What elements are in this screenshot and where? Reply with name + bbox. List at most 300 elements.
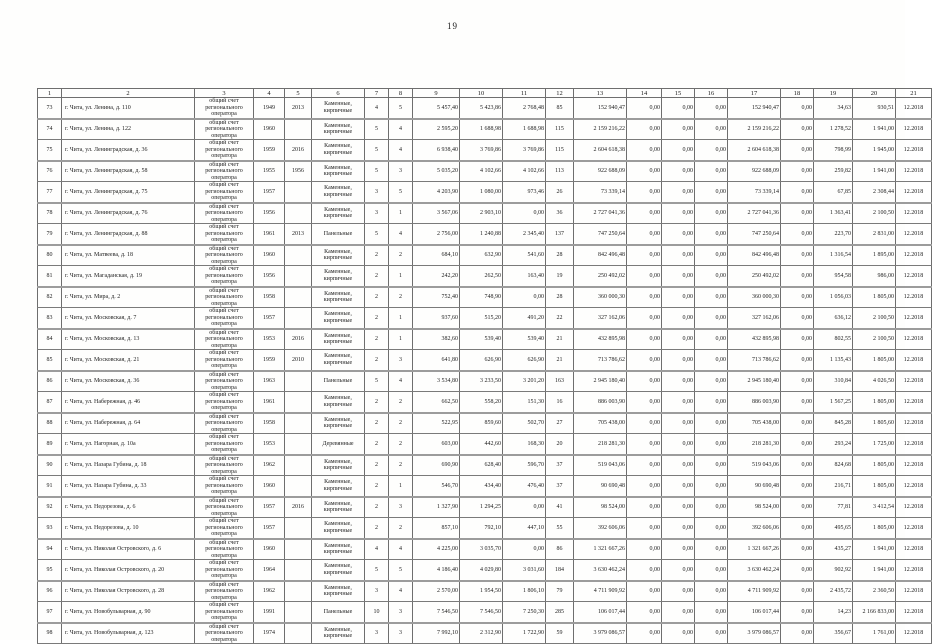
cell-entrances: 2 bbox=[389, 434, 413, 455]
cell-col17: 2 604 618,38 bbox=[728, 140, 781, 161]
cell-col16: 0,00 bbox=[695, 560, 728, 581]
cell-account: общий счет регионального оператора bbox=[195, 371, 254, 392]
cell-account: общий счет регионального оператора bbox=[195, 476, 254, 497]
cell-col16: 0,00 bbox=[695, 518, 728, 539]
cell-col12: 37 bbox=[546, 476, 574, 497]
cell-col9: 5 457,40 bbox=[413, 98, 460, 119]
cell-col17: 106 017,44 bbox=[728, 602, 781, 623]
cell-floors: 2 bbox=[365, 329, 389, 350]
cell-col9: 3 567,06 bbox=[413, 203, 460, 224]
cell-address: г. Чита, ул. Набережная, д. 46 bbox=[62, 392, 195, 413]
cell-entrances: 1 bbox=[389, 329, 413, 350]
cell-entrances: 5 bbox=[389, 182, 413, 203]
cell-col11: 3 201,20 bbox=[503, 371, 546, 392]
table-header-row bbox=[38, 89, 932, 98]
cell-col20: 2 166 833,00 bbox=[853, 602, 896, 623]
cell-col20: 2 360,50 bbox=[853, 581, 896, 602]
cell-year_built: 1949 bbox=[254, 98, 285, 119]
cell-col13: 705 438,00 bbox=[574, 413, 627, 434]
cell-col17: 73 339,14 bbox=[728, 182, 781, 203]
cell-year_reconstruction bbox=[285, 308, 312, 329]
cell-floors: 10 bbox=[365, 602, 389, 623]
cell-col10: 539,40 bbox=[460, 329, 503, 350]
column-number: 15 bbox=[662, 89, 695, 98]
cell-col14: 0,00 bbox=[627, 161, 662, 182]
cell-period: 12.2018 bbox=[896, 560, 932, 581]
cell-floors: 5 bbox=[365, 224, 389, 245]
cell-col15: 0,00 bbox=[662, 98, 695, 119]
cell-col16: 0,00 bbox=[695, 224, 728, 245]
cell-col18: 0,00 bbox=[781, 329, 814, 350]
column-number: 7 bbox=[365, 89, 389, 98]
cell-account: общий счет регионального оператора bbox=[195, 623, 254, 644]
cell-col15: 0,00 bbox=[662, 182, 695, 203]
cell-entrances: 2 bbox=[389, 287, 413, 308]
cell-col10: 262,50 bbox=[460, 266, 503, 287]
cell-col10: 4 102,66 bbox=[460, 161, 503, 182]
cell-col20: 1 941,00 bbox=[853, 161, 896, 182]
cell-col12: 37 bbox=[546, 455, 574, 476]
cell-floors: 2 bbox=[365, 497, 389, 518]
cell-col10: 1 294,25 bbox=[460, 497, 503, 518]
cell-col15: 0,00 bbox=[662, 434, 695, 455]
cell-col10: 1 688,98 bbox=[460, 119, 503, 140]
cell-col19: 824,68 bbox=[814, 455, 853, 476]
cell-col16: 0,00 bbox=[695, 392, 728, 413]
cell-floors: 2 bbox=[365, 308, 389, 329]
cell-account: общий счет регионального оператора bbox=[195, 497, 254, 518]
cell-col15: 0,00 bbox=[662, 581, 695, 602]
cell-period: 12.2018 bbox=[896, 161, 932, 182]
cell-col11: 163,40 bbox=[503, 266, 546, 287]
cell-col17: 3 979 086,57 bbox=[728, 623, 781, 644]
cell-floors: 3 bbox=[365, 581, 389, 602]
cell-col10: 515,20 bbox=[460, 308, 503, 329]
cell-col9: 546,70 bbox=[413, 476, 460, 497]
cell-col12: 26 bbox=[546, 182, 574, 203]
cell-col11: 4 102,66 bbox=[503, 161, 546, 182]
cell-col14: 0,00 bbox=[627, 329, 662, 350]
cell-wall_material: Панельные bbox=[312, 602, 365, 623]
cell-col11: 3 769,86 bbox=[503, 140, 546, 161]
column-number: 21 bbox=[896, 89, 932, 98]
cell-col20: 3 412,54 bbox=[853, 497, 896, 518]
cell-col10: 1 080,00 bbox=[460, 182, 503, 203]
cell-n: 82 bbox=[38, 287, 62, 308]
cell-col17: 152 940,47 bbox=[728, 98, 781, 119]
cell-floors: 5 bbox=[365, 119, 389, 140]
cell-period: 12.2018 bbox=[896, 581, 932, 602]
cell-period: 12.2018 bbox=[896, 434, 932, 455]
cell-col20: 1 941,00 bbox=[853, 560, 896, 581]
cell-col19: 636,12 bbox=[814, 308, 853, 329]
cell-year_built: 1953 bbox=[254, 434, 285, 455]
cell-year_built: 1974 bbox=[254, 623, 285, 644]
cell-col16: 0,00 bbox=[695, 182, 728, 203]
cell-col15: 0,00 bbox=[662, 203, 695, 224]
cell-n: 86 bbox=[38, 371, 62, 392]
cell-address: г. Чита, ул. Николая Островского, д. 28 bbox=[62, 581, 195, 602]
cell-col12: 55 bbox=[546, 518, 574, 539]
cell-wall_material: Панельные bbox=[312, 224, 365, 245]
cell-account: общий счет регионального оператора bbox=[195, 245, 254, 266]
cell-col20: 1 761,00 bbox=[853, 623, 896, 644]
cell-col17: 98 524,00 bbox=[728, 497, 781, 518]
cell-floors: 2 bbox=[365, 392, 389, 413]
cell-col15: 0,00 bbox=[662, 224, 695, 245]
cell-col9: 2 595,20 bbox=[413, 119, 460, 140]
cell-col11: 447,10 bbox=[503, 518, 546, 539]
cell-col19: 802,55 bbox=[814, 329, 853, 350]
cell-col17: 842 496,48 bbox=[728, 245, 781, 266]
cell-col13: 250 492,02 bbox=[574, 266, 627, 287]
cell-wall_material: Каменные, кирпичные bbox=[312, 413, 365, 434]
cell-period: 12.2018 bbox=[896, 623, 932, 644]
cell-col12: 137 bbox=[546, 224, 574, 245]
cell-col20: 1 805,00 bbox=[853, 518, 896, 539]
table-row bbox=[38, 518, 932, 539]
cell-col13: 106 017,44 bbox=[574, 602, 627, 623]
cell-wall_material: Каменные, кирпичные bbox=[312, 560, 365, 581]
table-row bbox=[38, 623, 932, 644]
cell-address: г. Чита, ул. Ленина, д. 110 bbox=[62, 98, 195, 119]
cell-col18: 0,00 bbox=[781, 434, 814, 455]
cell-n: 73 bbox=[38, 98, 62, 119]
cell-col12: 28 bbox=[546, 245, 574, 266]
page-number: 19 bbox=[447, 21, 458, 31]
cell-n: 88 bbox=[38, 413, 62, 434]
cell-col13: 4 711 909,92 bbox=[574, 581, 627, 602]
cell-col17: 886 003,90 bbox=[728, 392, 781, 413]
cell-floors: 5 bbox=[365, 140, 389, 161]
cell-entrances: 5 bbox=[389, 560, 413, 581]
cell-col19: 1 056,03 bbox=[814, 287, 853, 308]
table-row bbox=[38, 371, 932, 392]
column-number: 14 bbox=[627, 89, 662, 98]
cell-col14: 0,00 bbox=[627, 350, 662, 371]
cell-col9: 7 992,10 bbox=[413, 623, 460, 644]
cell-col19: 954,58 bbox=[814, 266, 853, 287]
cell-col12: 41 bbox=[546, 497, 574, 518]
cell-n: 96 bbox=[38, 581, 62, 602]
cell-account: общий счет регионального оператора bbox=[195, 350, 254, 371]
cell-address: г. Чита, ул. Матвеева, д. 18 bbox=[62, 245, 195, 266]
table-row bbox=[38, 497, 932, 518]
cell-account: общий счет регионального оператора bbox=[195, 539, 254, 560]
cell-col16: 0,00 bbox=[695, 161, 728, 182]
cell-year_reconstruction: 2010 bbox=[285, 350, 312, 371]
column-number: 5 bbox=[285, 89, 312, 98]
cell-col13: 392 606,06 bbox=[574, 518, 627, 539]
column-number: 2 bbox=[62, 89, 195, 98]
cell-col15: 0,00 bbox=[662, 308, 695, 329]
cell-address: г. Чита, ул. Мира, д. 2 bbox=[62, 287, 195, 308]
cell-wall_material: Каменные, кирпичные bbox=[312, 308, 365, 329]
cell-col20: 1 941,00 bbox=[853, 539, 896, 560]
cell-wall_material: Каменные, кирпичные bbox=[312, 455, 365, 476]
cell-wall_material: Каменные, кирпичные bbox=[312, 497, 365, 518]
cell-col15: 0,00 bbox=[662, 560, 695, 581]
cell-account: общий счет регионального оператора bbox=[195, 287, 254, 308]
cell-col15: 0,00 bbox=[662, 266, 695, 287]
cell-col11: 168,30 bbox=[503, 434, 546, 455]
cell-col10: 5 423,86 bbox=[460, 98, 503, 119]
cell-wall_material: Каменные, кирпичные bbox=[312, 161, 365, 182]
cell-col18: 0,00 bbox=[781, 140, 814, 161]
cell-col20: 1 805,60 bbox=[853, 413, 896, 434]
cell-col20: 2 831,00 bbox=[853, 224, 896, 245]
cell-col13: 360 000,30 bbox=[574, 287, 627, 308]
cell-col16: 0,00 bbox=[695, 203, 728, 224]
cell-col18: 0,00 bbox=[781, 392, 814, 413]
cell-col13: 713 786,62 bbox=[574, 350, 627, 371]
cell-period: 12.2018 bbox=[896, 287, 932, 308]
cell-col18: 0,00 bbox=[781, 623, 814, 644]
cell-account: общий счет регионального оператора bbox=[195, 602, 254, 623]
cell-col11: 0,00 bbox=[503, 287, 546, 308]
table-row bbox=[38, 203, 932, 224]
cell-account: общий счет регионального оператора bbox=[195, 161, 254, 182]
cell-col15: 0,00 bbox=[662, 392, 695, 413]
table-row bbox=[38, 434, 932, 455]
cell-col18: 0,00 bbox=[781, 560, 814, 581]
cell-account: общий счет регионального оператора bbox=[195, 455, 254, 476]
cell-col12: 27 bbox=[546, 413, 574, 434]
cell-col20: 1 725,00 bbox=[853, 434, 896, 455]
cell-col9: 684,10 bbox=[413, 245, 460, 266]
cell-col13: 3 630 462,24 bbox=[574, 560, 627, 581]
cell-address: г. Чита, ул. Московская, д. 13 bbox=[62, 329, 195, 350]
cell-col10: 558,20 bbox=[460, 392, 503, 413]
cell-col18: 0,00 bbox=[781, 287, 814, 308]
cell-address: г. Чита, ул. Московская, д. 21 bbox=[62, 350, 195, 371]
cell-year_reconstruction bbox=[285, 203, 312, 224]
cell-col20: 1 805,00 bbox=[853, 455, 896, 476]
cell-year_reconstruction bbox=[285, 560, 312, 581]
table-row bbox=[38, 266, 932, 287]
cell-col17: 747 250,64 bbox=[728, 224, 781, 245]
cell-col19: 310,84 bbox=[814, 371, 853, 392]
cell-col13: 98 524,00 bbox=[574, 497, 627, 518]
cell-entrances: 2 bbox=[389, 518, 413, 539]
cell-col15: 0,00 bbox=[662, 287, 695, 308]
cell-year_reconstruction bbox=[285, 539, 312, 560]
cell-n: 84 bbox=[38, 329, 62, 350]
cell-year_reconstruction bbox=[285, 476, 312, 497]
cell-address: г. Чита, ул. Ленинградская, д. 88 bbox=[62, 224, 195, 245]
cell-col13: 327 162,06 bbox=[574, 308, 627, 329]
cell-col14: 0,00 bbox=[627, 287, 662, 308]
cell-col10: 7 546,50 bbox=[460, 602, 503, 623]
cell-year_reconstruction: 2016 bbox=[285, 329, 312, 350]
cell-n: 91 bbox=[38, 476, 62, 497]
cell-year_reconstruction: 1956 bbox=[285, 161, 312, 182]
cell-col17: 4 711 909,92 bbox=[728, 581, 781, 602]
cell-col10: 442,60 bbox=[460, 434, 503, 455]
cell-account: общий счет регионального оператора bbox=[195, 266, 254, 287]
cell-address: г. Чита, ул. Ленинградская, д. 75 bbox=[62, 182, 195, 203]
cell-entrances: 2 bbox=[389, 392, 413, 413]
cell-col19: 798,99 bbox=[814, 140, 853, 161]
cell-account: общий счет регионального оператора bbox=[195, 203, 254, 224]
cell-col9: 752,40 bbox=[413, 287, 460, 308]
cell-col12: 115 bbox=[546, 140, 574, 161]
cell-col15: 0,00 bbox=[662, 539, 695, 560]
cell-col12: 22 bbox=[546, 308, 574, 329]
cell-col10: 3 233,50 bbox=[460, 371, 503, 392]
cell-wall_material: Каменные, кирпичные bbox=[312, 329, 365, 350]
cell-wall_material: Каменные, кирпичные bbox=[312, 287, 365, 308]
cell-year_built: 1957 bbox=[254, 308, 285, 329]
cell-col19: 77,81 bbox=[814, 497, 853, 518]
cell-address: г. Чита, ул. Ленинградская, д. 58 bbox=[62, 161, 195, 182]
cell-col19: 1 278,52 bbox=[814, 119, 853, 140]
cell-col11: 0,00 bbox=[503, 203, 546, 224]
cell-col9: 242,20 bbox=[413, 266, 460, 287]
cell-col9: 4 225,00 bbox=[413, 539, 460, 560]
cell-floors: 3 bbox=[365, 623, 389, 644]
cell-entrances: 1 bbox=[389, 266, 413, 287]
cell-col16: 0,00 bbox=[695, 140, 728, 161]
cell-col19: 845,28 bbox=[814, 413, 853, 434]
cell-n: 89 bbox=[38, 434, 62, 455]
cell-wall_material: Панельные bbox=[312, 371, 365, 392]
cell-col17: 2 159 216,22 bbox=[728, 119, 781, 140]
column-number: 11 bbox=[503, 89, 546, 98]
cell-n: 79 bbox=[38, 224, 62, 245]
column-number: 9 bbox=[413, 89, 460, 98]
cell-col11: 3 031,60 bbox=[503, 560, 546, 581]
cell-col18: 0,00 bbox=[781, 476, 814, 497]
cell-col14: 0,00 bbox=[627, 455, 662, 476]
cell-year_built: 1964 bbox=[254, 560, 285, 581]
cell-col14: 0,00 bbox=[627, 371, 662, 392]
cell-col20: 4 026,50 bbox=[853, 371, 896, 392]
column-number: 12 bbox=[546, 89, 574, 98]
cell-account: общий счет регионального оператора bbox=[195, 182, 254, 203]
cell-col15: 0,00 bbox=[662, 623, 695, 644]
table-row bbox=[38, 182, 932, 203]
cell-col13: 2 159 216,22 bbox=[574, 119, 627, 140]
cell-col9: 4 203,90 bbox=[413, 182, 460, 203]
cell-col16: 0,00 bbox=[695, 350, 728, 371]
cell-col17: 1 321 667,26 bbox=[728, 539, 781, 560]
cell-entrances: 2 bbox=[389, 413, 413, 434]
cell-col9: 382,60 bbox=[413, 329, 460, 350]
cell-col11: 541,60 bbox=[503, 245, 546, 266]
cell-year_built: 1961 bbox=[254, 224, 285, 245]
cell-col18: 0,00 bbox=[781, 266, 814, 287]
cell-col16: 0,00 bbox=[695, 602, 728, 623]
cell-col14: 0,00 bbox=[627, 98, 662, 119]
cell-col10: 792,10 bbox=[460, 518, 503, 539]
cell-account: общий счет регионального оператора bbox=[195, 392, 254, 413]
cell-col9: 2 570,00 bbox=[413, 581, 460, 602]
cell-col19: 902,92 bbox=[814, 560, 853, 581]
cell-col10: 748,90 bbox=[460, 287, 503, 308]
cell-floors: 3 bbox=[365, 182, 389, 203]
cell-floors: 4 bbox=[365, 98, 389, 119]
cell-col13: 842 496,48 bbox=[574, 245, 627, 266]
cell-col11: 502,70 bbox=[503, 413, 546, 434]
cell-col14: 0,00 bbox=[627, 245, 662, 266]
column-number: 13 bbox=[574, 89, 627, 98]
cell-col12: 16 bbox=[546, 392, 574, 413]
cell-col15: 0,00 bbox=[662, 119, 695, 140]
cell-col13: 1 321 667,26 bbox=[574, 539, 627, 560]
cell-col14: 0,00 bbox=[627, 119, 662, 140]
cell-year_built: 1959 bbox=[254, 140, 285, 161]
cell-account: общий счет регионального оператора bbox=[195, 518, 254, 539]
cell-col17: 250 492,02 bbox=[728, 266, 781, 287]
cell-address: г. Чита, ул. Набережная, д. 64 bbox=[62, 413, 195, 434]
cell-col17: 432 895,98 bbox=[728, 329, 781, 350]
cell-col17: 2 945 180,40 bbox=[728, 371, 781, 392]
cell-n: 90 bbox=[38, 455, 62, 476]
cell-col11: 0,00 bbox=[503, 497, 546, 518]
cell-floors: 2 bbox=[365, 518, 389, 539]
cell-period: 12.2018 bbox=[896, 140, 932, 161]
cell-address: г. Чита, ул. Магаданская, д. 19 bbox=[62, 266, 195, 287]
cell-entrances: 3 bbox=[389, 161, 413, 182]
table-row bbox=[38, 539, 932, 560]
cell-floors: 5 bbox=[365, 161, 389, 182]
cell-col18: 0,00 bbox=[781, 581, 814, 602]
cell-col16: 0,00 bbox=[695, 329, 728, 350]
cell-col15: 0,00 bbox=[662, 245, 695, 266]
cell-col9: 4 186,40 bbox=[413, 560, 460, 581]
cell-col16: 0,00 bbox=[695, 308, 728, 329]
cell-wall_material: Каменные, кирпичные bbox=[312, 245, 365, 266]
cell-address: г. Чита, ул. Ленинградская, д. 36 bbox=[62, 140, 195, 161]
cell-col9: 522,95 bbox=[413, 413, 460, 434]
cell-col16: 0,00 bbox=[695, 98, 728, 119]
cell-n: 74 bbox=[38, 119, 62, 140]
table-row bbox=[38, 560, 932, 581]
cell-floors: 2 bbox=[365, 455, 389, 476]
column-number: 8 bbox=[389, 89, 413, 98]
cell-account: общий счет регионального оператора bbox=[195, 329, 254, 350]
cell-col20: 1 805,00 bbox=[853, 392, 896, 413]
cell-col11: 596,70 bbox=[503, 455, 546, 476]
cell-year_reconstruction bbox=[285, 392, 312, 413]
cell-col10: 632,90 bbox=[460, 245, 503, 266]
cell-col10: 2 312,90 bbox=[460, 623, 503, 644]
cell-period: 12.2018 bbox=[896, 182, 932, 203]
cell-entrances: 2 bbox=[389, 245, 413, 266]
cell-col19: 34,63 bbox=[814, 98, 853, 119]
cell-col16: 0,00 bbox=[695, 413, 728, 434]
cell-entrances: 3 bbox=[389, 350, 413, 371]
cell-floors: 3 bbox=[365, 203, 389, 224]
cell-year_reconstruction bbox=[285, 287, 312, 308]
cell-col12: 20 bbox=[546, 434, 574, 455]
cell-entrances: 4 bbox=[389, 581, 413, 602]
cell-entrances: 4 bbox=[389, 119, 413, 140]
cell-col13: 2 604 618,38 bbox=[574, 140, 627, 161]
cell-col12: 163 bbox=[546, 371, 574, 392]
cell-col13: 73 339,14 bbox=[574, 182, 627, 203]
table-row bbox=[38, 161, 932, 182]
cell-entrances: 2 bbox=[389, 455, 413, 476]
cell-address: г. Чита, ул. Нагорная, д. 10а bbox=[62, 434, 195, 455]
cell-col9: 1 327,90 bbox=[413, 497, 460, 518]
cell-col19: 14,23 bbox=[814, 602, 853, 623]
cell-col17: 2 727 041,36 bbox=[728, 203, 781, 224]
cell-col9: 7 546,50 bbox=[413, 602, 460, 623]
cell-col17: 90 690,48 bbox=[728, 476, 781, 497]
cell-col19: 67,85 bbox=[814, 182, 853, 203]
